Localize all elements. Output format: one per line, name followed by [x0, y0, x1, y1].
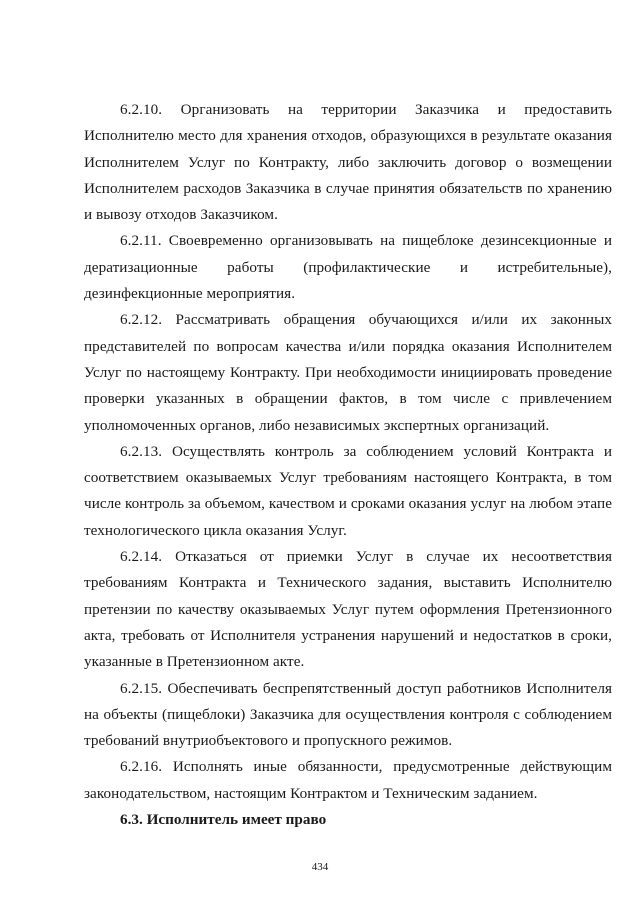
clause-number: 6.2.12. [120, 311, 163, 329]
clause-text: Осуществлять контроль за соблюдением условий Контракта и соответствием оказываемых Услуг требованиям настоящего Контракта, в том числе контроль за объемом, качеством и сроками оказания услуг на любом этапе технологического цикла оказания Услуг. [84, 442, 612, 539]
clause-text: Исполнять иные обязанности, предусмотренные действующим законодательством, настоящим Контрактом и Техническим заданием. [84, 758, 612, 802]
document-body [84, 97, 612, 833]
clause-6-2-12 [84, 307, 612, 438]
clause-number: 6.2.16. [120, 758, 163, 776]
clause-number: 6.2.10. [120, 101, 163, 118]
clause-number: 6.2.15. [120, 679, 163, 697]
clause-6-2-13 [84, 439, 612, 544]
section-heading: 6.3. Исполнитель имеет право [120, 811, 327, 829]
clause-text: Обеспечивать беспрепятственный доступ работников Исполнителя на объекты (пищеблоки) Заказчика для осуществления контроля с соблюдением требований внутриобъектового и пропускного режимов. [84, 679, 612, 750]
clause-number: 6.2.14. [120, 548, 163, 566]
clause-number: 6.2.13. [120, 442, 163, 460]
clause-6-2-11 [84, 228, 612, 307]
clause-6-2-14 [84, 544, 612, 675]
clause-number: 6.2.11. [120, 232, 162, 250]
clause-text: Организовать на территории Заказчика и предоставить Исполнителю место для хранения отходов, образующихся в результате оказания Исполнителем Услуг по Контракту, либо заключить договор о возмещении Исполнителем расходов Заказчика в случае принятия обязательств по хранению и вывозу отходов Заказчиком. [84, 101, 612, 224]
clause-6-2-16 [84, 754, 612, 807]
clause-text: Отказаться от приемки Услуг в случае их несоответствия требованиям Контракта и Технического задания, выставить Исполнителю претензии по качеству оказываемых Услуг путем оформления Претензионного акта, требовать от Исполнителя устранения нарушений и недостатков в сроки, указанные в Претензионном акте. [84, 548, 612, 671]
clause-6-2-15 [84, 676, 612, 755]
page-number: 434 [311, 861, 329, 873]
clause-6-2-10 [84, 97, 612, 228]
clause-text: Рассматривать обращения обучающихся и/или их законных представителей по вопросам качества и/или порядка оказания Исполнителем Услуг по настоящему Контракту. При необходимости инициировать проведение проверки указанных в обращении фактов, в том числе с привлечением уполномоченных органов, либо независимых экспертных организаций. [84, 311, 612, 434]
clause-text: Своевременно организовывать на пищеблоке дезинсекционные и дератизационные работы (профилактические и истребительные), дезинфекционные мероприятия. [84, 232, 613, 303]
